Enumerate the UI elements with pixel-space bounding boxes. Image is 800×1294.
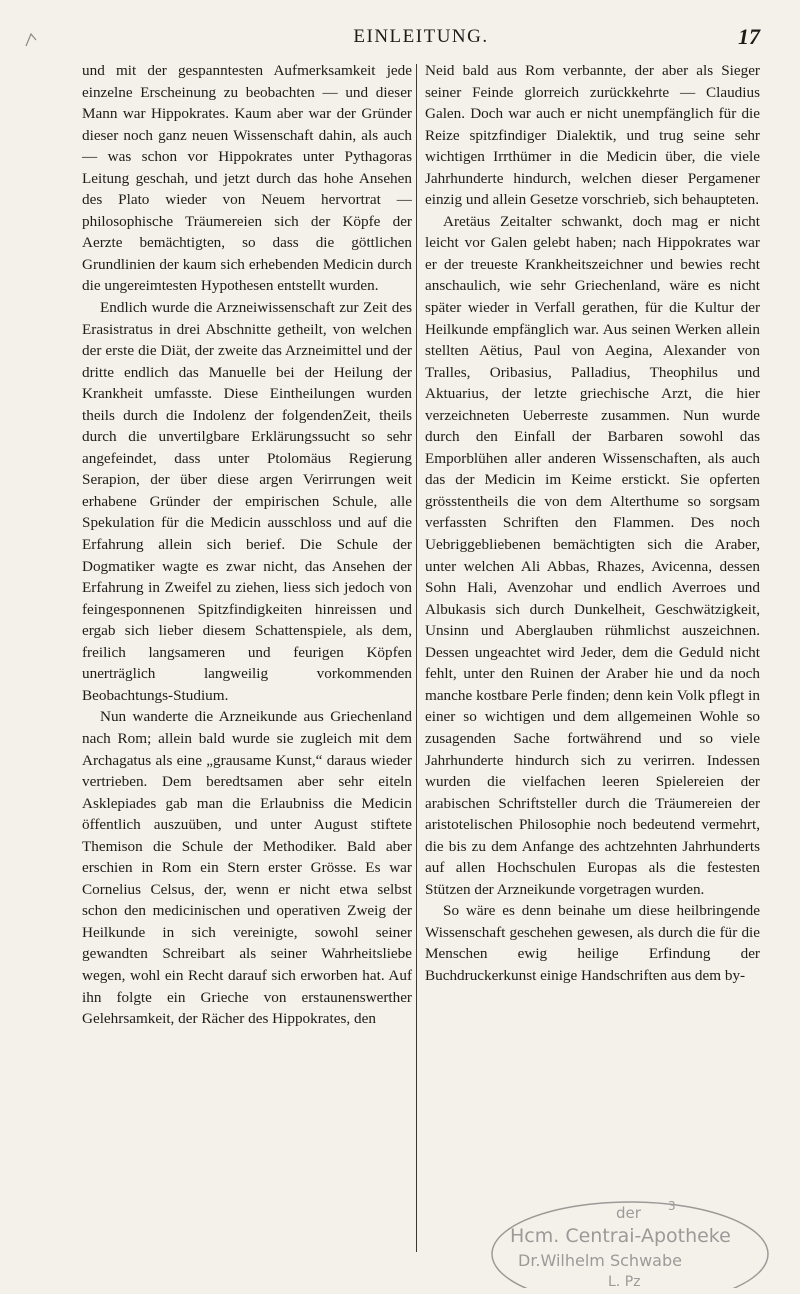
column-divider [416, 64, 417, 1252]
running-title: EINLEITUNG. [353, 26, 489, 47]
svg-text:Dr.Wilhelm Schwabe: Dr.Wilhelm Schwabe [518, 1251, 682, 1270]
svg-text:der: der [616, 1204, 641, 1222]
paragraph: So wäre es denn beinahe um diese heilbringende Wissenschaft geschehen gewesen, als durch die für die Menschen ewig heilige Erfindung der Buchdruckerkunst einige Handschriften aus dem by- [425, 902, 760, 984]
svg-text:3: 3 [668, 1199, 676, 1213]
paragraph: Nun wanderte die Arzneikunde aus Griechenland nach Rom; allein bald wurde sie zugleich mit dem Archagatus als eine „grausame Kunst,“ daraus wieder vertrieben. Dem beredtsamen aber sehr eiteln Asklepiades gab man die Erlaubniss die Medicin öffentlich auszuüben, und unter August stiftete Themison die Schule der Methodiker. Bald aber erschien in Rom ein Stern erster Grösse. Es war Cornelius Celsus, der, wenn er nicht etwa selbst schon den medicinischen und operativen Zweig der Heilkunde in sich vereinigte, sowohl seiner gewandten Schreibart als seiner Wahrheitsliebe wegen, wohl ein Recht darauf sich erworben hat. Auf ihn folgte ein Grieche von erstaunenswerther Gelehrsamkeit, der Rächer des Hippokrates, den [82, 708, 412, 1028]
svg-text:L. Pz: L. Pz [608, 1274, 641, 1288]
paragraph: Aretäus Zeitalter schwankt, doch mag er nicht leicht vor Galen gelebt haben; nach Hippokrates war er der treueste Krankheitszeichner und bewies recht anschaulich, wie sehr Griechenland, wäre es nicht später wieder in Verfall gerathen, für die Kultur der Heilkunde empfänglich war. Aus seinen Werken allein stellten Aëtius, Paul von Aegina, Alexander von Tralles, Oribasius, Palladius, Theophilus und Aktuarius, der letzte griechische Arzt, die hier verzeichneten Ueberreste zusammen. Nun wurde durch den Einfall der Barbaren sowohl das Emporblühen aller anderen Wissenschaften, als auch das der Medicin im Keime erstickt. Sie opferten grösstentheils die von dem Alterthume so sorgsam verfassten Schriften den Flammen. Des noch Uebriggebliebenen bemächtigten sich die Araber, unter welchen Ali Abbas, Rhazes, Avicenna, dessen Sohn Hali, Avenzohar und endlich Averroes und Albukasis sich durch Dunkelheit, Geschwätzigkeit, Unsinn und Aberglauben rühmlichst auszeichnen. Dessen ungeachtet wird Jeder, dem die Geduld nicht fehlt, unter den Ruinen der Araber hie und da noch manche kostbare Perle finden; denn kein Volk pflegt in einer so wichtigen und dem allgemeinen Wohle so zusagenden Sache fortwährend und so viele Jahrhunderte hindurch sich zu verirren. Indessen wurden die vielfachen leeren Spielereien der arabischen Schriftsteller durch die Träumereien der aristotelischen Philosophie noch bedeutend vermehrt, die bis zu dem Anfange des achtzehnten Jahrhunderts auf allen Hochschulen Europas als die festesten Stützen der Arzneikunde vorgetragen wurden. [425, 212, 760, 898]
paragraph: und mit der gespanntesten Aufmerksamkeit jede einzelne Erscheinung zu beobachten — und dieser Mann war Hippokrates. Kaum aber war der Gründer dieser noch ganz neuen Wissenschaft dahin, als auch — was schon vor Hippokrates unter Pythagoras Leitung geschah, und jetzt durch das hohe Ansehen des Plato wieder von Neuem hervortrat — philosophische Träumereien sich der Köpfe der Aerzte bemächtigten, so dass die göttlichen Grundlinien der kaum sich erhebenden Medicin durch die ungereimtesten Hypothesen entstellt wurden. [82, 62, 412, 295]
paragraph: Endlich wurde die Arzneiwissenschaft zur Zeit des Erasistratus in drei Abschnitte getheilt, von welchen der erste die Diät, der zweite das Arzneimittel und der dritte endlich das Manuelle bei der Heilung der Krankheit umfasste. Diese Eintheilungen wurden theils durch die Indolenz der folgendenZeit, theils durch die unvertilgbare Erklärungssucht so sehr angefeindet, dass unter Ptolomäus Regierung Serapion, der über diese argen Verirrungen weit erhabene Gründer der empirischen Schule, alle Spekulation für die Medicin ausschloss und auf die Erfahrung allein sich berief. Die Schule der Dogmatiker wagte es zwar nicht, das Ansehen der Erfahrung in Zweifel zu ziehen, liess sich jedoch von feingesponnenen Spitzfindigkeiten hinreissen und ergab sich lieber diesem Schattenspiele, als dem, freilich langsameren und feurigen Köpfen unerträglich langweilig vorkommenden Beobachtungs-Studium. [82, 299, 412, 704]
margin-mark-icon [24, 30, 38, 48]
paragraph: Neid bald aus Rom verbannte, der aber als Sieger seiner Feinde glorreich zurückkehrte — Claudius Galen. Doch war auch er nicht unempfänglich für die Reize spitzfindiger Dialektik, und trug seine sehr wichtigen Irrthümer in die Medicin über, die viele Jahrhunderte hindurch, welchen dieser Pergamener einzig und allein Gesetze vorschrieb, sich behaupteten. [425, 62, 760, 209]
left-column [82, 60, 412, 1030]
page-header [82, 26, 760, 56]
svg-text:Hcm. Centrai-Apotheke: Hcm. Centrai-Apotheke [510, 1225, 731, 1247]
page-number: 17 [738, 24, 760, 49]
library-stamp [488, 1196, 772, 1288]
stamp-icon [488, 1196, 772, 1288]
right-column [425, 60, 760, 987]
